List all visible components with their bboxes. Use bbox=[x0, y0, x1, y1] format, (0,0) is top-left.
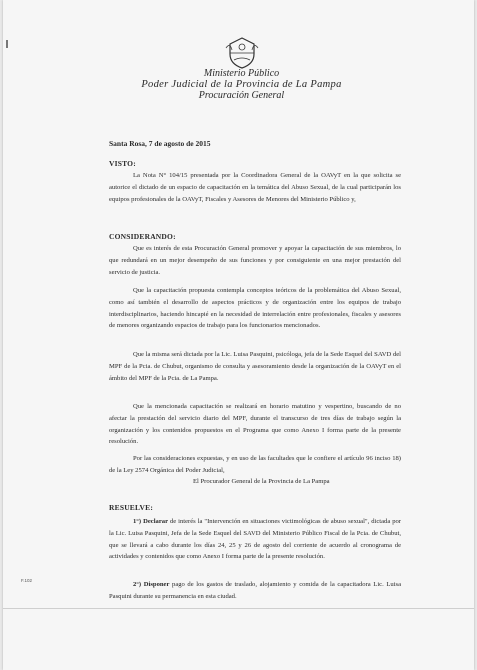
folio-stamp: F.102 bbox=[21, 578, 33, 583]
article-2-verb: Disponer bbox=[143, 581, 170, 588]
scan-edge-mark bbox=[6, 40, 8, 48]
resuelve-heading: RESUELVE: bbox=[109, 503, 154, 512]
considerando-text-3: Que la misma será dictada por la Lic. Luisa Pasquini, psicóloga, jefa de la Sede Esquel del SAVD del MPF de la Pcia. de Chubut, organismo de consulta y asesoramiento desde la organización de la OAVyT en el ámbito del MPF de la Pcia. de La Pampa. bbox=[109, 351, 401, 382]
letterhead bbox=[3, 68, 477, 101]
considerando-heading: CONSIDERANDO: bbox=[109, 232, 176, 241]
article-1-verb: Declarar bbox=[143, 518, 169, 525]
considerando-paragraph-3 bbox=[109, 349, 401, 384]
considerando-text-5: Por las consideraciones expuestas, y en uso de las facultades que le confiere el artículo 96 inciso 18) de la Ley 2574 Orgánica del Poder Judicial, bbox=[109, 455, 401, 474]
article-2-text: pago de los gastos de traslado, alojamiento y comida de la capacitadora Lic. Luisa Pasquini durante su permanencia en esta ciudad. bbox=[109, 581, 401, 600]
considerando-paragraph-4 bbox=[109, 401, 401, 448]
article-1-number: 1°) bbox=[133, 518, 142, 525]
article-2-number: 2°) bbox=[133, 581, 142, 588]
visto-text: La Nota N° 104/15 presentada por la Coordinadora General de la OAVyT en la que solicita se autorice el dictado de un espacio de capacitación en la temática del Abuso Sexual, de la cual participarán los equipos profesionales de la OAVyT, Fiscales y Asesores de Menores del Ministerio Público y, bbox=[109, 172, 401, 203]
considerando-text-1: Que es interés de esta Procuración General promover y apoyar la capacitación de sus miembros, lo que redundará en un mejor desempeño de sus funciones y por consiguiente en una mejor prestación del servicio de justicia. bbox=[109, 245, 401, 276]
considerando-text-4: Que la mencionada capacitación se realizará en horario matutino y vespertino, buscando de no afectar la prestación del servicio diario del MPF, durante el transcurso de tres días de trabajo según la organización y los contenidos propuestos en el Programa que como Anexo I forma parte de la presente resolución. bbox=[109, 403, 401, 446]
resuelve-article-2 bbox=[109, 579, 401, 603]
bottom-rule bbox=[3, 608, 474, 609]
considerando-paragraph-6: El Procurador General de la Provincia de La Pampa bbox=[193, 478, 330, 485]
resuelve-article-1 bbox=[109, 516, 401, 563]
article-1-text: de interés la "Intervención en situaciones victimológicas de abuso sexual", dictada por la Lic. Luisa Pasquini, Jefa de la Sede Esquel del SAVD del Ministerio Público Fiscal de la Pcia. de Chubut, que se llevará a cabo durante los días 24, 25 y 26 de agosto del corriente de acuerdo al cronograma de actividades y contenidos que como Anexo I forma parte de la presente resolución. bbox=[109, 518, 402, 561]
letterhead-line-2: Poder Judicial de la Provincia de La Pampa bbox=[141, 79, 342, 90]
letterhead-line-3: Procuración General bbox=[198, 90, 285, 101]
document-date: Santa Rosa, 7 de agosto de 2015 bbox=[109, 139, 211, 148]
considerando-paragraph-1 bbox=[109, 243, 401, 278]
visto-paragraph bbox=[109, 170, 401, 205]
visto-heading: VISTO: bbox=[109, 159, 136, 168]
considerando-text-2: Que la capacitación propuesta contempla conceptos teóricos de la problemática del Abuso Sexual, como así también el desarrollo de aspectos prácticos y de organización entre los equipos de trabajo interdisciplinarios, haciendo hincapié en la necesidad de interrelación entre profesionales, fiscales y asesores de menores organizando espacios de trabajo para los funcionarios mencionados. bbox=[109, 287, 401, 330]
coat-of-arms-icon bbox=[224, 36, 260, 70]
considerando-paragraph-2 bbox=[109, 285, 401, 332]
considerando-paragraph-5 bbox=[109, 453, 401, 477]
letterhead-line-1: Ministerio Público bbox=[203, 68, 280, 79]
document-page bbox=[3, 0, 474, 670]
